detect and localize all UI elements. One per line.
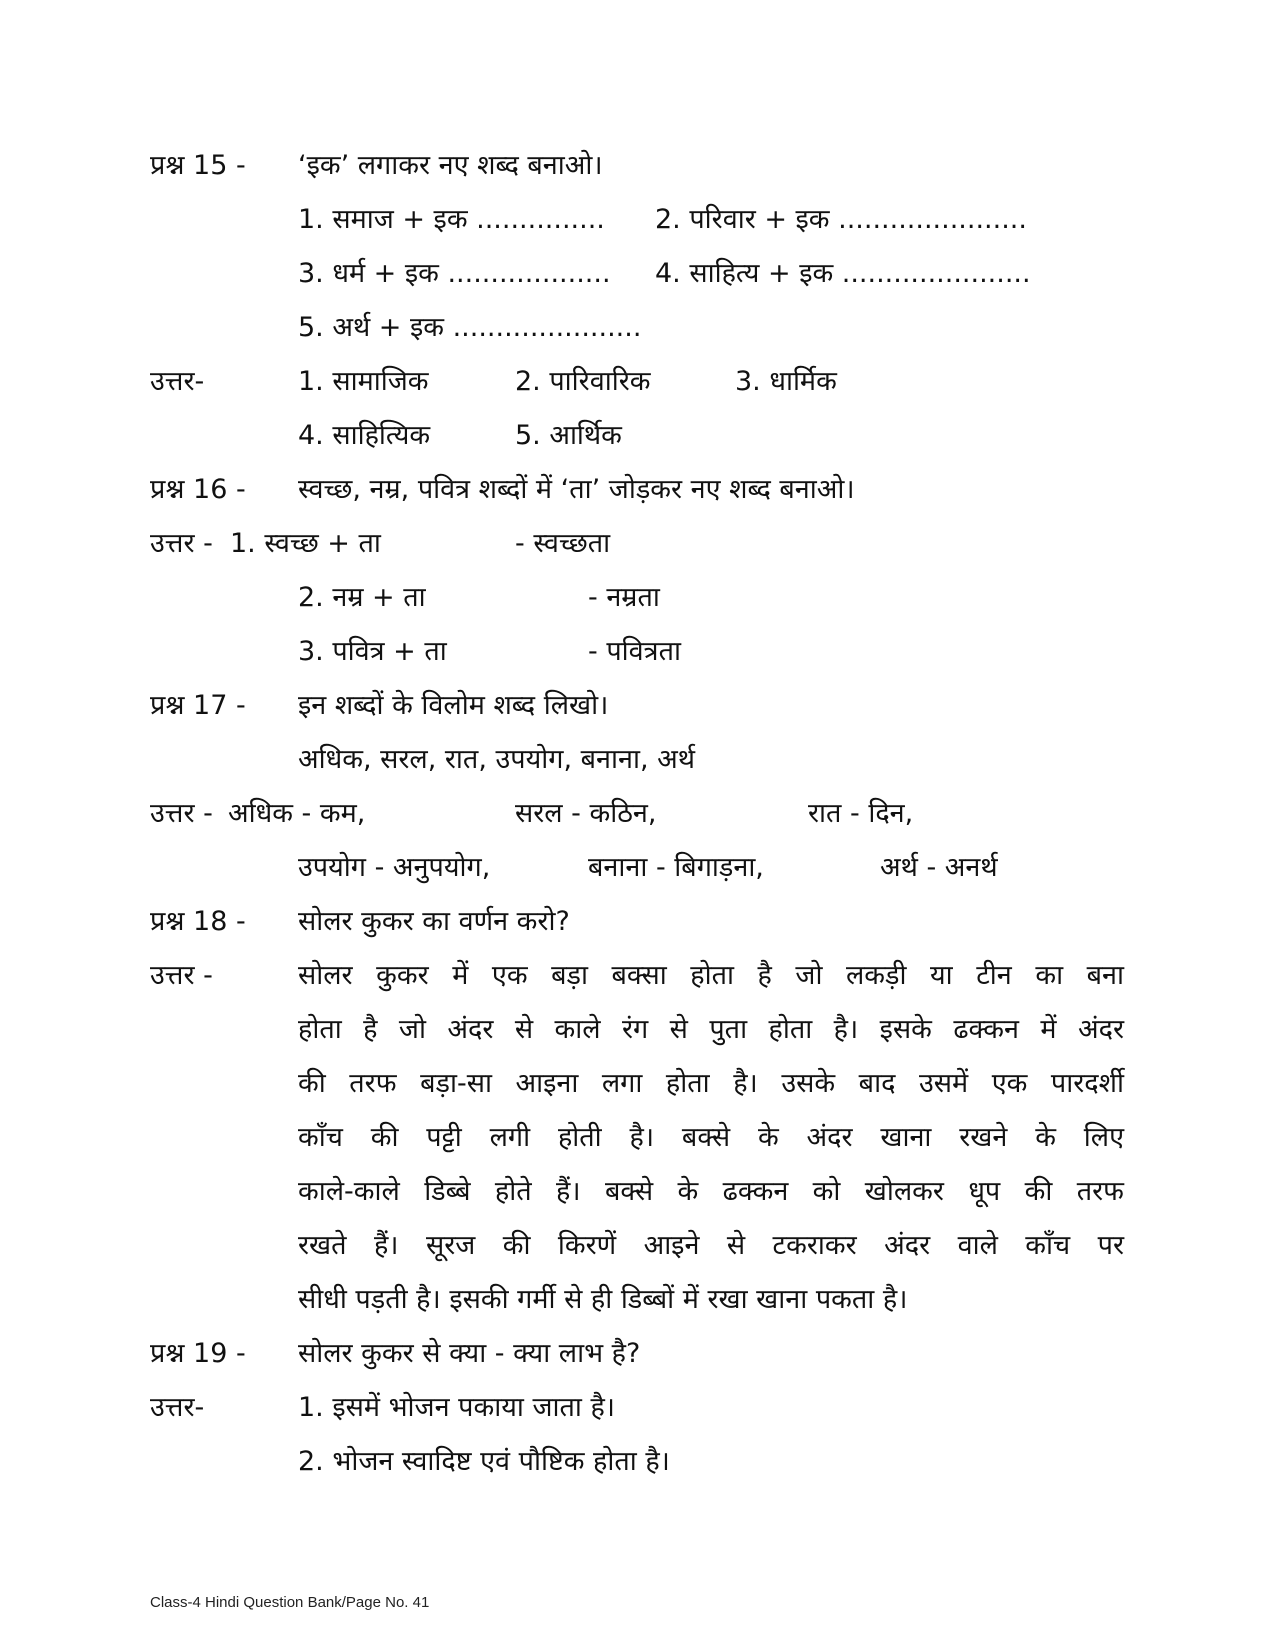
answer-17-row-2 [0, 840, 1275, 896]
answer-19-row-1 [0, 1380, 1275, 1436]
answer-expression: 1. स्वच्छ + ता [230, 528, 381, 559]
question-18 [0, 894, 1275, 950]
question-text: इन शब्दों के विलोम शब्द लिखो। [298, 690, 609, 721]
answer-item: 1. सामाजिक [298, 366, 429, 397]
question-15-options-row-2 [0, 246, 1275, 302]
question-16 [0, 462, 1275, 518]
question-label: प्रश्न 16 - [150, 474, 246, 505]
question-label: प्रश्न 19 - [150, 1338, 246, 1369]
question-15-options-row-3 [0, 300, 1275, 356]
antonym-pair: सरल - कठिन, [515, 798, 657, 829]
answer-item: 3. धार्मिक [735, 366, 837, 397]
page-footer: Class-4 Hindi Question Bank/Page No. 41 [150, 1594, 430, 1611]
answer-18-line: काले-काले डिब्बे होते हैं। बक्से के ढक्कन को खोलकर धूप की तरफ [298, 1176, 1124, 1207]
answer-16-row-2 [0, 570, 1275, 626]
question-label: प्रश्न 17 - [150, 690, 246, 721]
answer-label: उत्तर - [150, 960, 213, 991]
question-text: स्वच्छ, नम्र, पवित्र शब्दों में ‘ता’ जोड़कर नए शब्द बनाओ। [298, 474, 855, 505]
answer-label: उत्तर - [150, 798, 213, 829]
question-17-words [0, 732, 1275, 788]
question-text: सोलर कुकर से क्या - क्या लाभ है? [298, 1338, 641, 1369]
question-15-options-row-1 [0, 192, 1275, 248]
answer-18-line: सोलर कुकर में एक बड़ा बक्सा होता है जो लकड़ी या टीन का बना [298, 960, 1124, 991]
option-item: 2. परिवार + इक ...................... [655, 204, 1027, 235]
answer-18-line: की तरफ बड़ा-सा आइना लगा होता है। उसके बाद उसमें एक पारदर्शी [298, 1068, 1124, 1099]
answer-18-line: रखते हैं। सूरज की किरणें आइने से टकराकर अंदर वाले काँच पर [298, 1230, 1124, 1261]
antonym-pair: रात - दिन, [808, 798, 914, 829]
answer-item: 2. भोजन स्वादिष्ट एवं पौष्टिक होता है। [298, 1446, 670, 1477]
question-text: सोलर कुकर का वर्णन करो? [298, 906, 570, 937]
answer-label: उत्तर- [150, 366, 205, 397]
answer-item: 4. साहित्यिक [298, 420, 431, 451]
antonym-pair: बनाना - बिगाड़ना, [588, 852, 764, 883]
answer-expression: 2. नम्र + ता [298, 582, 426, 613]
word-list: अधिक, सरल, रात, उपयोग, बनाना, अर्थ [298, 744, 696, 775]
answer-label: उत्तर- [150, 1392, 205, 1423]
question-17 [0, 678, 1275, 734]
option-item: 1. समाज + इक ............... [298, 204, 605, 235]
answer-18-line: होता है जो अंदर से काले रंग से पुता होता है। इसके ढक्कन में अंदर [298, 1014, 1124, 1045]
antonym-pair: अधिक - कम, [228, 798, 366, 829]
antonym-pair: अर्थ - अनर्थ [880, 852, 998, 883]
answer-15-row-2 [0, 408, 1275, 464]
answer-result: - नम्रता [588, 582, 660, 613]
answer-label: उत्तर - [150, 528, 213, 559]
option-item: 5. अर्थ + इक ...................... [298, 312, 642, 343]
option-item: 4. साहित्य + इक ...................... [655, 258, 1031, 289]
answer-18-line: सीधी पड़ती है। इसकी गर्मी से ही डिब्बों में रखा खाना पकता है। [298, 1284, 908, 1315]
question-15 [0, 138, 1275, 194]
option-item: 3. धर्म + इक ................... [298, 258, 611, 289]
answer-result: - पवित्रता [588, 636, 681, 667]
answer-item: 1. इसमें भोजन पकाया जाता है। [298, 1392, 616, 1423]
answer-17-row-1 [0, 786, 1275, 842]
antonym-pair: उपयोग - अनुपयोग, [298, 852, 491, 883]
answer-16-row-3 [0, 624, 1275, 680]
answer-result: - स्वच्छता [515, 528, 611, 559]
question-label: प्रश्न 18 - [150, 906, 246, 937]
answer-16-row-1 [0, 516, 1275, 572]
answer-item: 2. पारिवारिक [515, 366, 651, 397]
answer-item: 5. आर्थिक [515, 420, 622, 451]
answer-expression: 3. पवित्र + ता [298, 636, 447, 667]
answer-19-row-2 [0, 1434, 1275, 1490]
question-19 [0, 1326, 1275, 1382]
answer-15-row-1 [0, 354, 1275, 410]
question-label: प्रश्न 15 - [150, 150, 246, 181]
question-text: ‘इक’ लगाकर नए शब्द बनाओ। [298, 150, 603, 181]
answer-18-line: काँच की पट्टी लगी होती है। बक्से के अंदर खाना रखने के लिए [298, 1122, 1124, 1153]
